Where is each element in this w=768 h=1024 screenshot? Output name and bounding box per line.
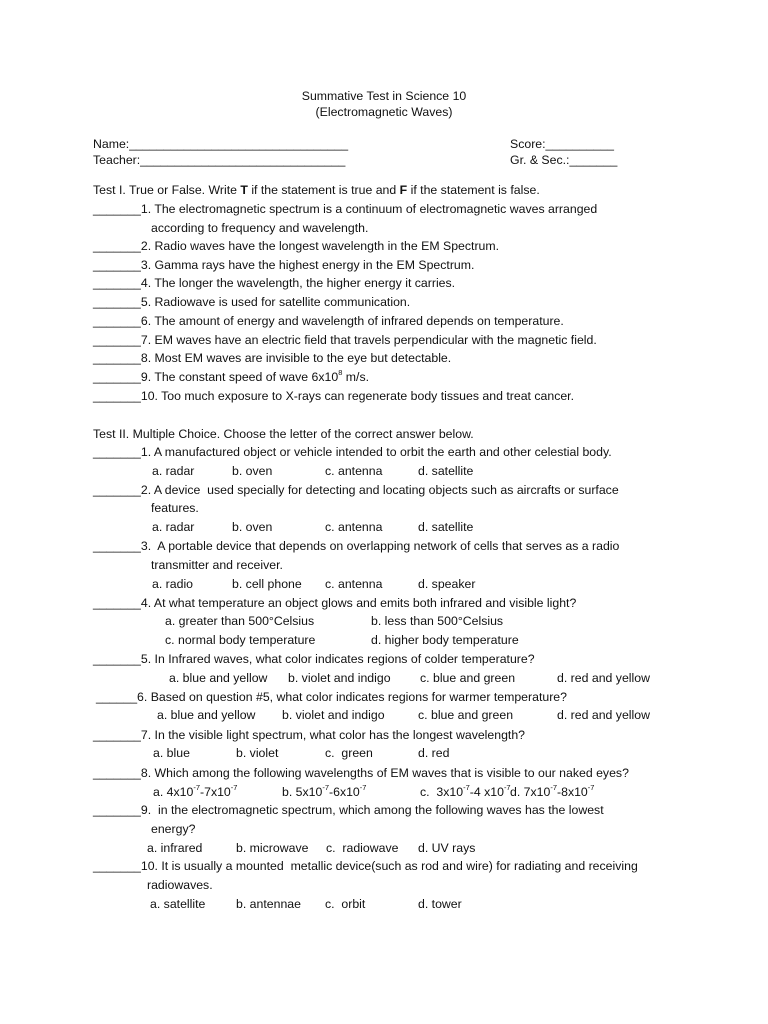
test2-q8-option-b: b. $5x10^{-7}-6x10^{-7}$: [282, 782, 367, 799]
test2-q3-option-b: b. cell phone: [232, 577, 302, 591]
test2-q9-option-d: d. UV rays: [418, 841, 476, 855]
test1-q7: _______7. EM waves have an electric field that travels perpendicular with the magnetic field.: [93, 333, 597, 347]
test2-q3-continued: transmitter and receiver.: [151, 558, 283, 572]
test2-q5-option-b: b. violet and indigo: [288, 671, 391, 685]
test2-q4-option-c: c. normal body temperature: [165, 633, 316, 647]
test2-q10: _______10. It is usually a mounted metallic device(such as rod and wire) for radiating and receiving: [93, 859, 638, 873]
test2-q7-option-a: a. blue: [153, 746, 190, 760]
test2-q7: _______7. In the visible light spectrum, what color has the longest wavelength?: [93, 728, 526, 742]
test2-q1-option-c: c. antenna: [325, 464, 383, 478]
test2-q7-option-c: c. green: [325, 746, 373, 760]
test2-q6-option-d: d. red and yellow: [557, 708, 650, 722]
test2-q7-option-d: d. red: [418, 746, 450, 760]
test2-q6: ______6. Based on question #5, what color indicates regions for warmer temperature?: [96, 690, 567, 704]
grade-section-field: Gr. & Sec.:_______: [510, 153, 618, 167]
test2-q10-option-c: c. orbit: [325, 897, 366, 911]
test2-q5: _______5. In Infrared waves, what color indicates regions of colder temperature?: [93, 652, 535, 666]
test2-q2-option-d: d. satellite: [418, 520, 474, 534]
test2-q3: _______3. A portable device that depends on overlapping network of cells that serves as a radio: [93, 539, 620, 553]
page-title: Summative Test in Science 10: [301, 89, 467, 103]
test1-q5: _______5. Radiowave is used for satellite communication.: [93, 295, 411, 309]
score-field: Score:__________: [510, 137, 614, 151]
test2-q6-option-c: c. blue and green: [418, 708, 514, 722]
test2-q9-option-a: a. infrared: [147, 841, 203, 855]
test1-q1-continued: according to frequency and wavelength.: [151, 221, 369, 235]
test1-q6: _______6. The amount of energy and wavelength of infrared depends on temperature.: [93, 314, 564, 328]
name-field: Name:________________________________: [93, 137, 349, 151]
test2-q2: _______2. A device used specially for detecting and locating objects such as aircrafts or surface: [93, 483, 619, 497]
test2-q5-option-c: c. blue and green: [420, 671, 516, 685]
test1-q4: _______4. The longer the wavelength, the higher energy it carries.: [93, 276, 456, 290]
test2-q8-option-c: c. $3x10^{-7}-4$ $x10^{-7}$: [420, 782, 511, 799]
page-subtitle: (Electromagnetic Waves): [315, 105, 453, 119]
test2-q2-continued: features.: [151, 501, 199, 515]
test2-q10-option-a: a. satellite: [150, 897, 206, 911]
test2-q10-option-d: d. tower: [418, 897, 462, 911]
test2-q2-option-c: c. antenna: [325, 520, 383, 534]
test2-instructions: Test II. Multiple Choice. Choose the letter of the correct answer below.: [93, 427, 474, 441]
test2-q2-option-a: a. radar: [152, 520, 195, 534]
test2-q8-option-d: d. $7x10^{-7}-8x10^{-7}$: [510, 782, 595, 799]
test2-q6-option-a: a. blue and yellow: [157, 708, 256, 722]
test2-q7-option-b: b. violet: [236, 746, 279, 760]
test2-q1-option-d: d. satellite: [418, 464, 474, 478]
test1-q10: _______10. Too much exposure to X-rays can regenerate body tissues and treat cancer.: [93, 389, 575, 403]
test2-q2-option-b: b. oven: [232, 520, 273, 534]
test2-q8-option-a: a. $4x10^{-7}-7x10^{-7}$: [153, 782, 238, 799]
test2-q4-option-b: b. less than 500°Celsius: [371, 614, 504, 628]
test2-q9: _______9. in the electromagnetic spectrum, which among the following waves has the lowest: [93, 803, 604, 817]
test2-q4-option-d: d. higher body temperature: [371, 633, 519, 647]
test1-q1: _______1. The electromagnetic spectrum is a continuum of electromagnetic waves arranged: [93, 202, 598, 216]
test2-q8: _______8. Which among the following wavelengths of EM waves that is visible to our naked eyes?: [93, 766, 629, 780]
test2-q1-option-a: a. radar: [152, 464, 195, 478]
test2-q10-continued: radiowaves.: [147, 878, 213, 892]
teacher-field: Teacher:______________________________: [93, 153, 346, 167]
test2-q9-option-c: c. radiowave: [326, 841, 399, 855]
test1-q9: _______9. The constant speed of wave $6x10^8$ m/s.: [93, 367, 370, 384]
test2-q4-option-a: a. greater than 500°Celsius: [165, 614, 315, 628]
test2-q5-option-d: d. red and yellow: [557, 671, 650, 685]
test2-q3-option-c: c. antenna: [325, 577, 383, 591]
test2-q6-option-b: b. violet and indigo: [282, 708, 385, 722]
test2-q10-option-b: b. antennae: [236, 897, 301, 911]
test2-q1-option-b: b. oven: [232, 464, 273, 478]
test2-q4: _______4. At what temperature an object glows and emits both infrared and visible light?: [93, 596, 577, 610]
test1-q3: _______3. Gamma rays have the highest energy in the EM Spectrum.: [93, 258, 475, 272]
test2-q3-option-d: d. speaker: [418, 577, 476, 591]
test2-q9-option-b: b. microwave: [236, 841, 309, 855]
test1-q8: _______8. Most EM waves are invisible to the eye but detectable.: [93, 351, 452, 365]
test2-q3-option-a: a. radio: [152, 577, 194, 591]
test1-q2: _______2. Radio waves have the longest wavelength in the EM Spectrum.: [93, 239, 500, 253]
test2-q1: _______1. A manufactured object or vehicle intended to orbit the earth and other celestial body.: [93, 445, 612, 459]
test2-q9-continued: energy?: [151, 822, 196, 836]
test1-instructions: Test I. True or False. Write T if the statement is true and F if the statement is false.: [93, 183, 540, 197]
test2-q5-option-a: a. blue and yellow: [169, 671, 268, 685]
